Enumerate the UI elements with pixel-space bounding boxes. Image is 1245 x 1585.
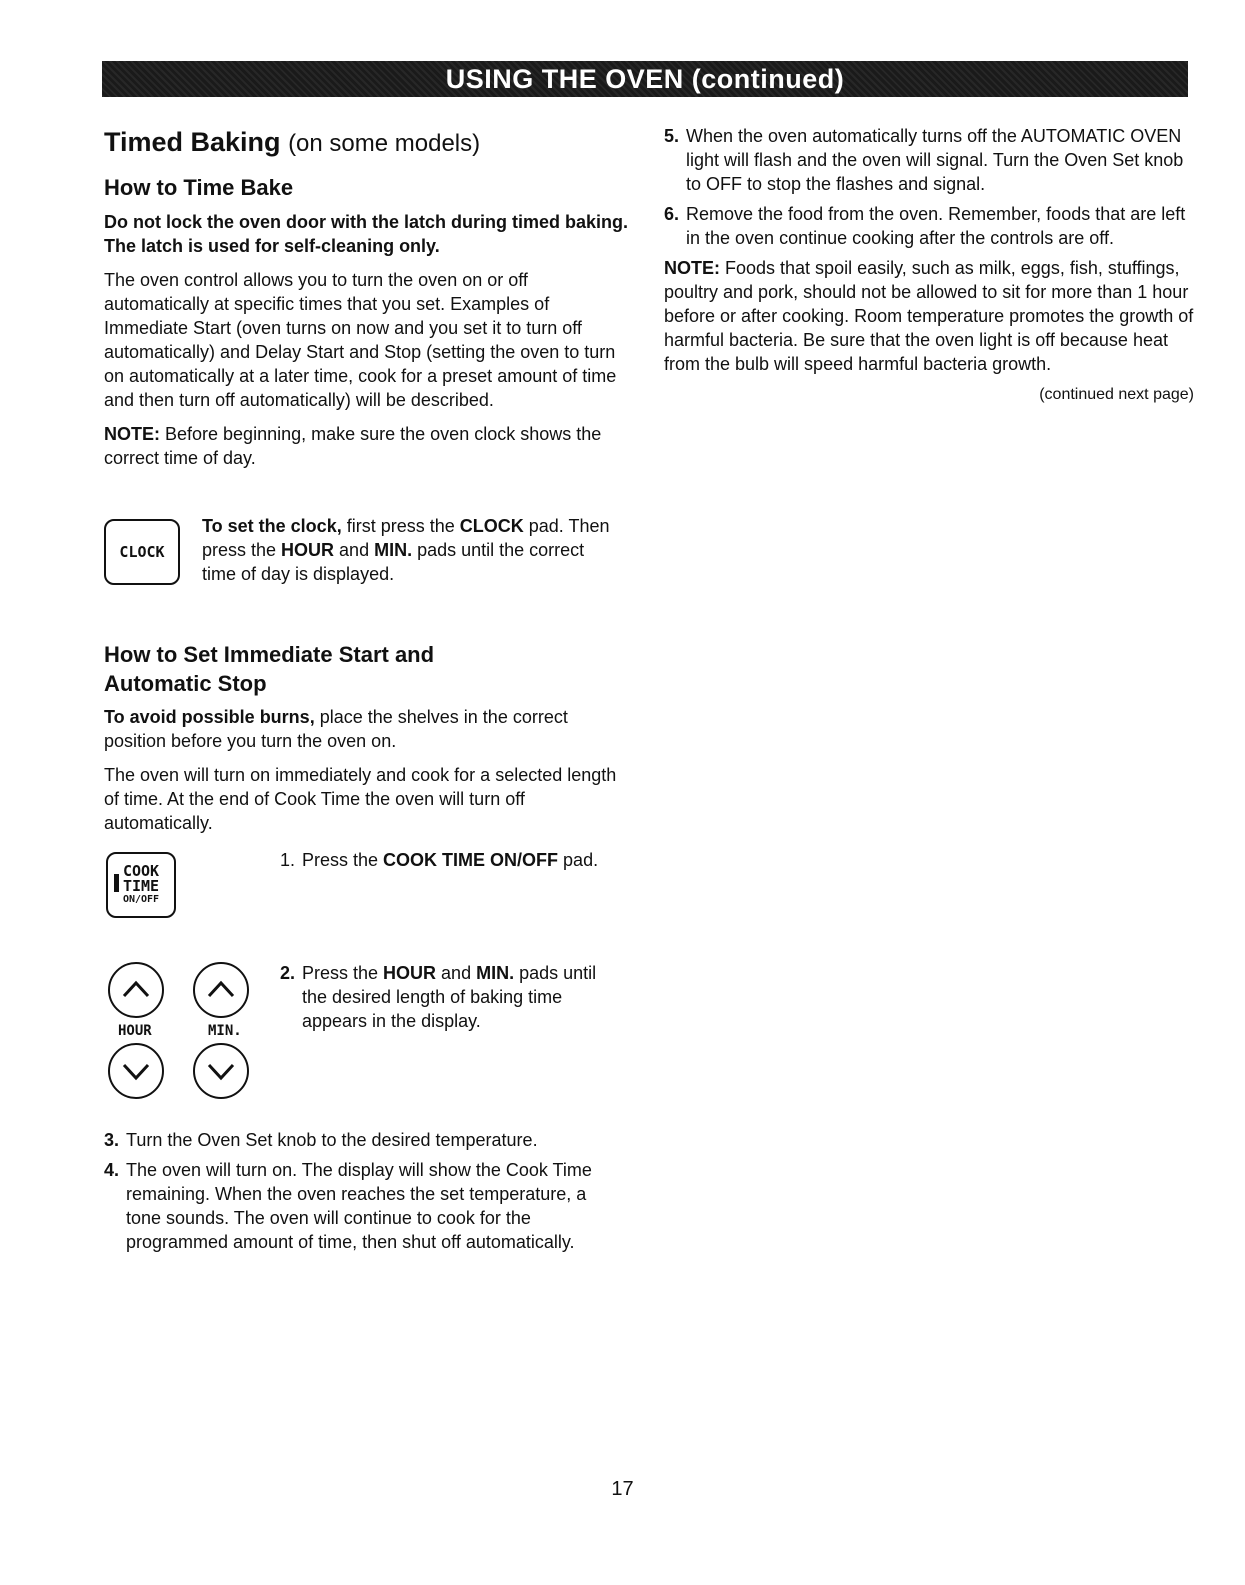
immediate-start-heading: How to Set Immediate Start and Automatic Stop <box>104 642 435 697</box>
step-3: 3. Turn the Oven Set knob to the desired temperature. <box>104 1130 538 1150</box>
hour-down-arrow-icon <box>108 1043 164 1099</box>
hour-label: HOUR <box>118 1023 152 1039</box>
hour-up-arrow-icon <box>108 962 164 1018</box>
step-5: 5. When the oven automatically turns off the AUTOMATIC OVEN light will flash and the oven will signal. Turn the Oven Set knob to OFF to stop the flashes and signal. <box>664 126 1184 194</box>
timed-baking-subtitle: (on some models) <box>288 130 481 157</box>
indicator-bar <box>114 874 119 892</box>
right-column <box>664 124 1194 404</box>
timed-baking-title: Timed Baking (on some models) <box>104 127 481 157</box>
step-4: 4. The oven will turn on. The display will show the Cook Time remaining. When the oven reaches the set temperature, a tone sounds. The oven will continue to cook for the programmed amount of time, then shut off automatically. <box>104 1160 592 1252</box>
min-down-arrow-icon <box>193 1043 249 1099</box>
latch-warning: Do not lock the oven door with the latch during timed baking. The latch is used for self-cleaning only. <box>104 212 629 257</box>
immediate-start-section <box>104 640 629 835</box>
timed-baking-intro: The oven control allows you to turn the oven on or off automatically at specific times that you set. Examples of Immediate Start (oven turns on now and you set it to turn off automatically) and Delay Start and Stop (setting the oven to turn on automatically at a later time, cook for a preset amount of time and then turn off automatically) will be described. <box>104 270 617 411</box>
page-number: 17 <box>611 1478 634 1500</box>
banner-title: USING THE OVEN (continued) <box>445 63 845 94</box>
section-banner <box>102 61 1188 97</box>
min-label: MIN. <box>208 1023 242 1039</box>
how-to-time-bake-heading: How to Time Bake <box>104 174 294 200</box>
clock-note: NOTE: Before beginning, make sure the oven clock shows the correct time of day. <box>104 424 602 469</box>
steps-3-4 <box>104 1128 619 1254</box>
immediate-start-intro: The oven will turn on immediately and cook for a selected length of time. At the end of Cook Time the oven will turn off automatically. <box>104 764 617 833</box>
step-2: 2. Press the HOUR and MIN. pads until the desired length of baking time appears in the display. <box>280 963 597 1031</box>
continued-next-page: (continued next page) <box>1039 386 1194 403</box>
left-column <box>104 126 629 470</box>
food-safety-note: NOTE: Foods that spoil easily, such as milk, eggs, fish, stuffings, poultry and pork, should not be allowed to sit for more than 1 hour before or after cooking. Room temperature promotes the growth of harmful bacteria. Be sure that the oven light is off because heat from the bulb will speed harmful bacteria growth. <box>664 258 1194 374</box>
step-1: 1. Press the COOK TIME ON/OFF pad. <box>280 850 599 870</box>
set-clock-instructions: To set the clock, first press the CLOCK pad. Then press the HOUR and MIN. pads until the correct time of day is displayed. <box>202 516 610 584</box>
clock-pad-icon: CLOCK <box>104 519 180 585</box>
min-up-arrow-icon <box>193 962 249 1018</box>
step-6: 6. Remove the food from the oven. Remember, foods that are left in the oven continue cooking after the controls are off. <box>664 204 1186 248</box>
burns-warning: To avoid possible burns, place the shelves in the correct position before you turn the oven on. <box>104 706 568 751</box>
cook-time-pad-icon: COOK TIME ON/OFF <box>106 852 176 918</box>
